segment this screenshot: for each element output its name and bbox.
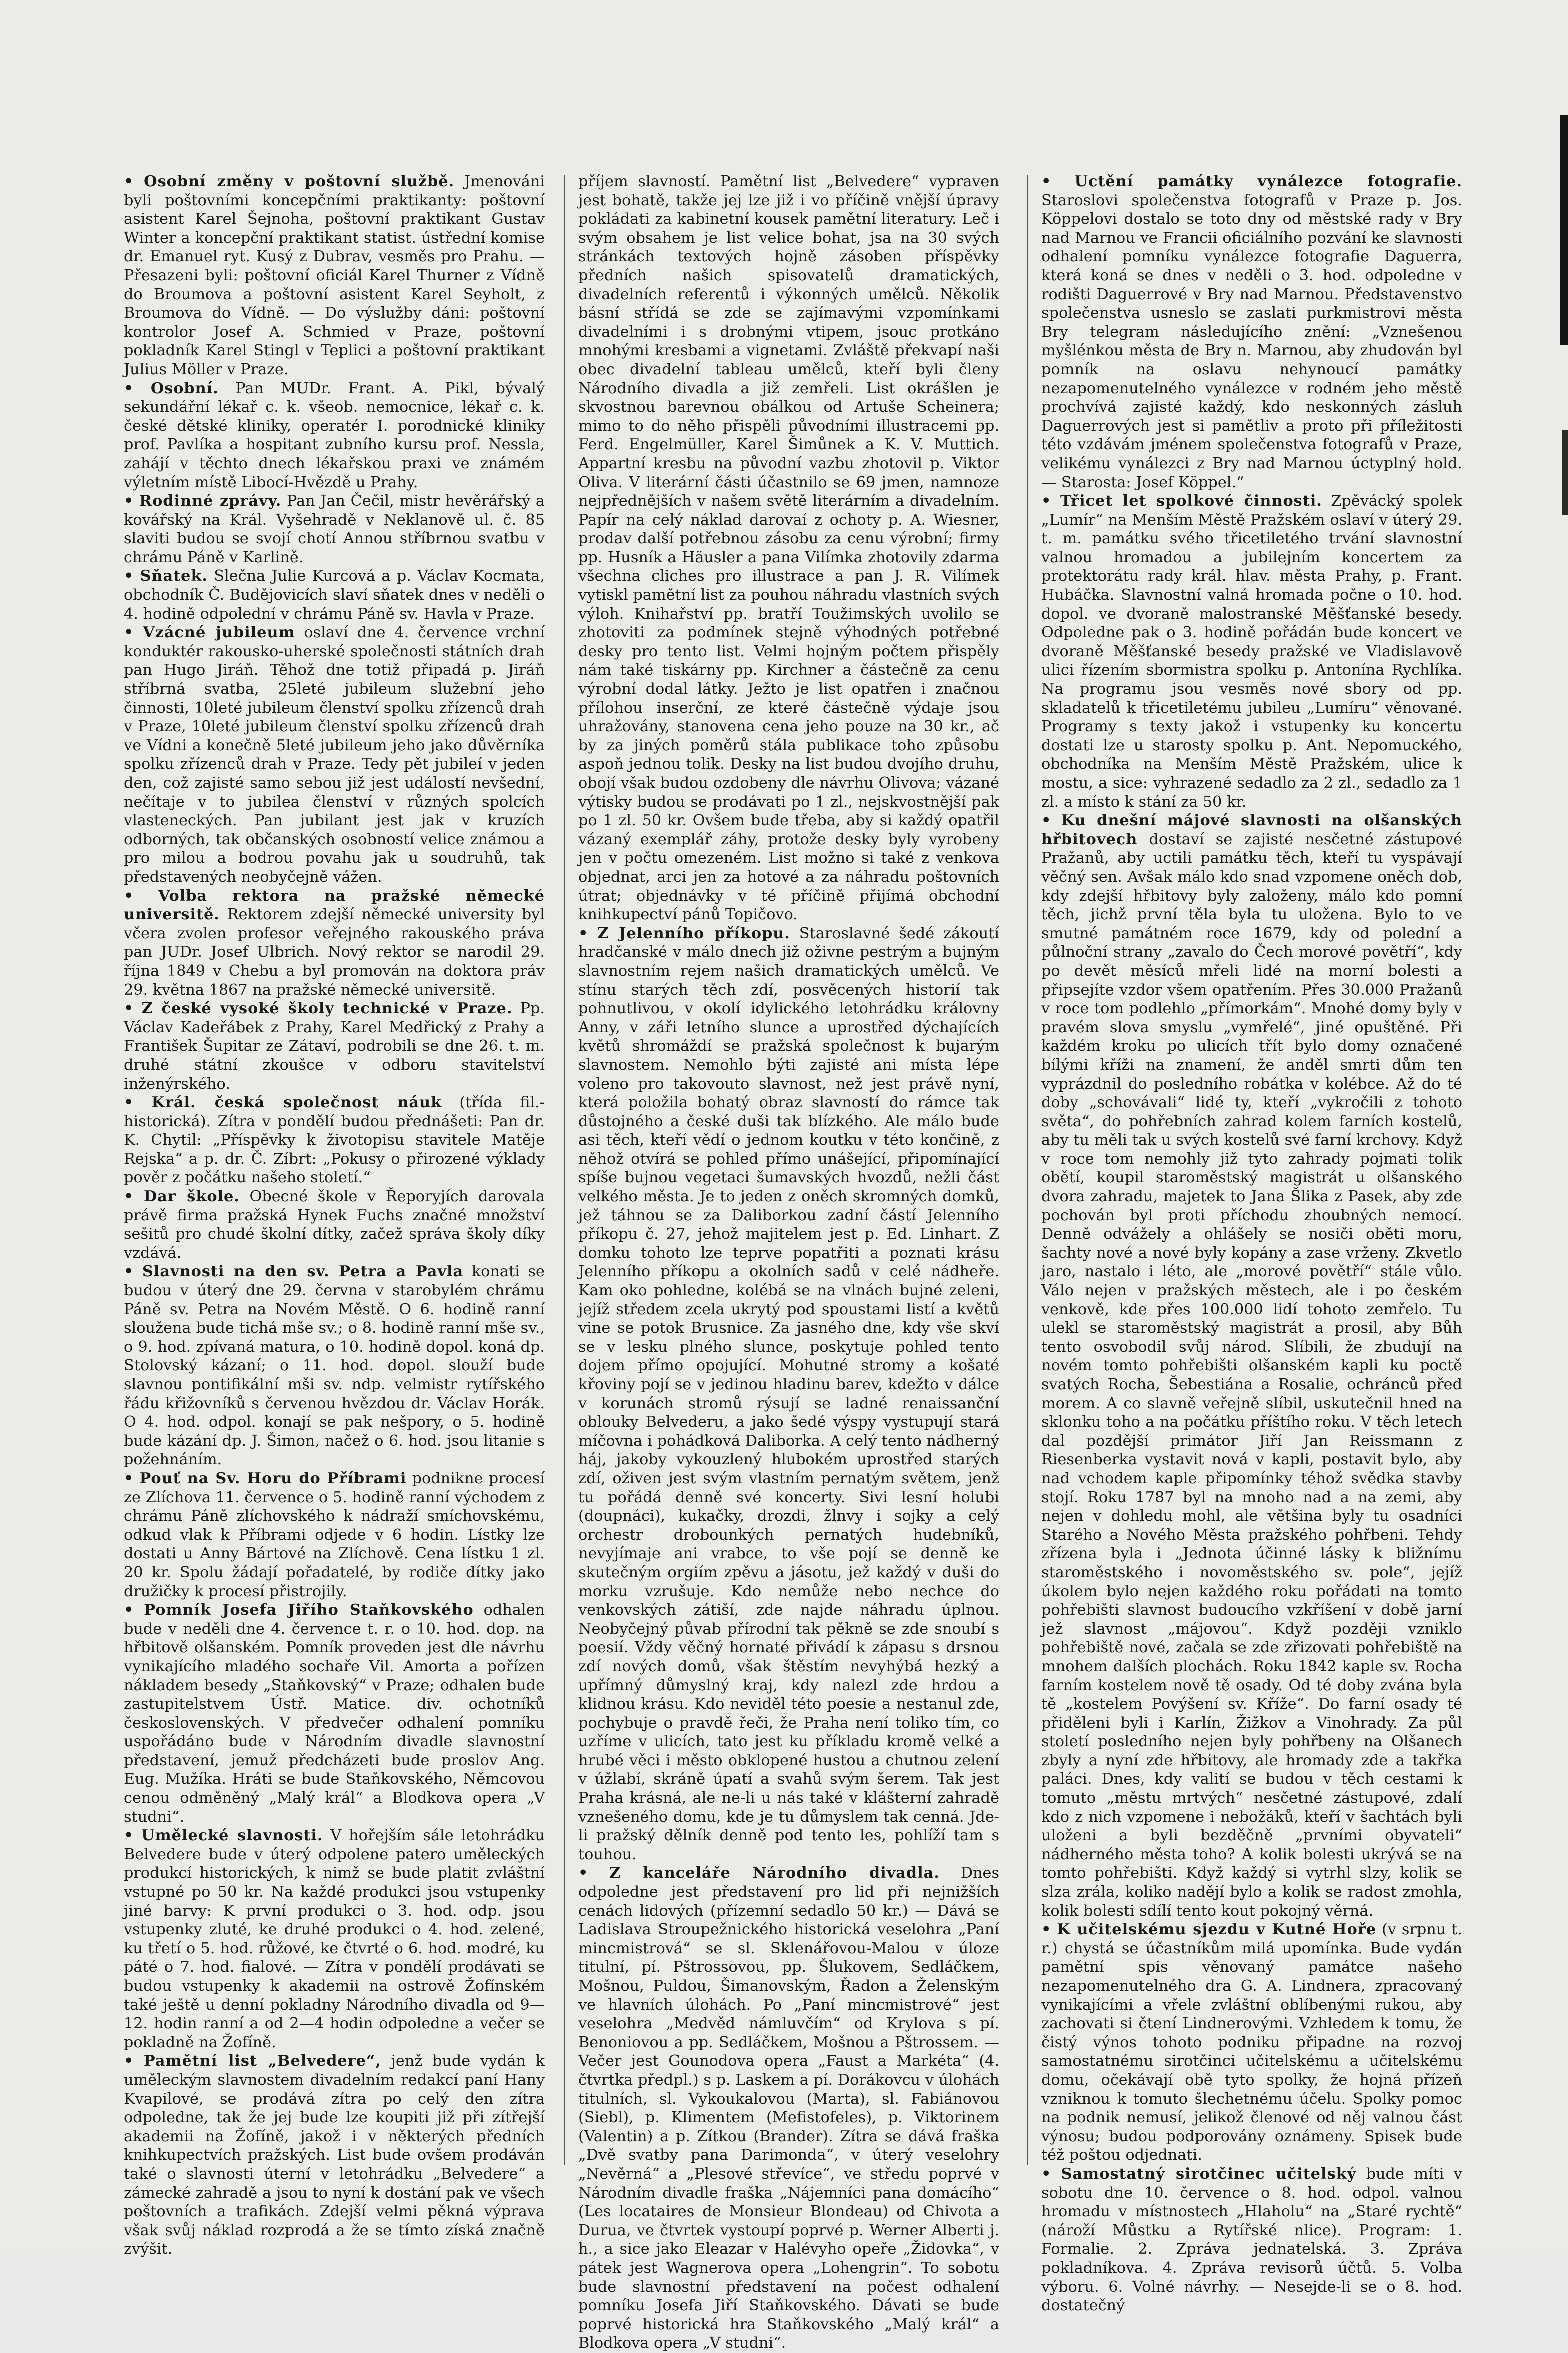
article-star-icon: • (578, 924, 598, 942)
article-text: Jmenováni byli poštovními koncepčními praktikanty: poštovní asistent Karel Šejnoha, poštovní praktikant Gustav Winter a koncepční praktikant statist. ústřední komise dr. Emanuel ryt. Kusý z Dubrav, vesměs pro Prahu. — Přesazeni byli: poštovní oficiál Karel Thurner z Vídně do Broumova a poštovní asistent Karel Seyholt, z Broumova do Vídně. — Do výslužby dáni: poštovní kontrolor Josef A. Schmied v Praze, poštovní pokladník Karel Stingl v Teplici a poštovní praktikant Julius Möller v Praze. (124, 173, 545, 378)
article-text: Pp. Václav Kadeřábek z Prahy, Karel Medřický z Prahy a František Šupitar ze Zátaví, podrobili se dne 26. t. m. druhé státní zkoušce v odboru stavitelství inženýrského. (124, 1000, 545, 1093)
article (124, 1262, 545, 1470)
article-heading: K učitelskému sjezdu v Kutné Hoře (1057, 1921, 1377, 1939)
article (124, 1826, 545, 2052)
article (578, 172, 1000, 924)
article-text: bude míti v sobotu dne 10. července o 8. hod. odpol. valnou hromadu v místnostech „Hlaholu“ na „Staré rychtě“ (nároží Můstku a Rytířské nlice). Program: 1. Formalie. 2. Zpráva jednatelská. 3. Zpráva pokladníkova. 4. Zpráva revisorů účtů. 5. Volba výboru. 6. Volné návrhy. — Nesejde-li se o 8. hod. dostatečný (1042, 2165, 1462, 2315)
article (1042, 492, 1462, 812)
article (124, 380, 545, 492)
column-rule (564, 175, 565, 2165)
article-heading: Z Jelenního příkopu. (598, 924, 790, 942)
article-text: dostaví se zajisté nesčetné zástupové Pražanů, aby uctili památku těch, kteří tu vyspávají věčný sen. Avšak málo kdo snad vzpomene oněch dob, kdy zdejší hřbitovy byly založeny, málo kdo pomní těch, jichž první těla byla tu uložena. Bylo to ve smutné památném roce 1679, kdy od polední a půlnoční strany „zavalo do Čech morové povětří“, kdy po devět měsíců mřeli lidé na morní bolesti a připsejíte vzdor všem opatřením. Přes 30.000 Pražanů v roce tom podlehlo „přímorkám“. Mnohé domy byly v pravém slova smyslu „vymřelé“, jiné opuštěné. Při každém kroku po ulicích třít bylo domy označené bílými kříži na znamení, že anděl smrti dům ten vyprázdnil do posledního robátka v kolébce. Až do té doby „schovávali“ lidé ty, kteří „vykročili z tohoto světa“, do pohřebních zahrad kolem farních kostelů, aby tu měli tak u svých kostelů své farní krchovy. Když v roce tom nemohly již tyto zahrady pojmati tolik obětí, koupil staroměstský magistrát u olšanského dvora zahradu, majetek to Jana Šlika z Pasek, aby zde pochován byl proti příchodu zhoubných nemocí. Denně odvážely a ohlášely se nosiči oběti moru, šachty nové a nové byly kopány a zase vrženy. Zkvetlo jaro, nastalo i léto, ale „morové povětří“ stále vůlo. Válo nejen v pražských městech, ale i po českém venkově, kde přes 100.000 lidí tohoto zemřelo. Tu ulekl se staroměstský magistrát a prosil, aby Bůh tento osvobodil svůj národ. Slíbili, že zbudují na novém tomto pohřebišti olšanském kapli ku poctě svatých Rocha, Šebestiána a Rosalie, ochránců před morem. A co slavně veřejně slíbil, uskutečnil hned na sklonku toho a na počátku příštího roku. V těch letech dal pozdější primátor Jiří Jan Reissmann z Riesenberka vystavit nová v kapli, postavit bylo, aby nad vchodem kaple připomínky téhož svědka stavby stojí. Roku 1787 byl na mnoho nad a na zemi, aby nejen v dohledu mohl, ale většina byly tu osadníci Starého a Nového Města pražského pohřbeni. Tehdy zřízena byla i „Jednota účinné lásky k bližnímu staroměstského i novoměstského sv. pole“, jejíž úkolem bylo nejen každého roku pořádati na tomto pohřebišti slavnost budoucího vzkříšení v době jarní jež slavnost „májovou“. Když později vzniklo pohřebiště nové, začala se zde zřizovati pohřebiště na mnohem dalších plochách. Roku 1842 kaple sv. Rocha farním kostelem nově tě osady. Od té doby zvána byla tě „kostelem Povýšení sv. Kříže“. Do farní osady té přiděleni byli i Karlín, Žižkov a Vinohrady. Za půl století posledního nejen byly pohřbeny na Olšanech zbyly a nyní zde hřbitovy, ale hromady zde a takřka paláci. Dnes, kdy valití se budou v těch cestami k tomuto „městu mrtvých“ nesčetné zástupové, zdalí kdo z nich vzpomene i nebožáků, kteří v šachtách byli uloženi a byli bezděčně „prvními obyvateli“ nádherného města toho? A kolik bolesti ukrývá se na tomto pohřebišti. Když každý si vytrhl slzy, kolik se slza zrála, koliko nadějí bylo a kolik se radost zmohla, kolik bolesti sdílí tento kout pokojný věrná. (1042, 830, 1462, 1920)
article-text: Pan Jan Čečil, mistr hevěrářský a kovářský na Král. Vyšehradě v Neklanově ul. č. 85 slaviti budou se svojí chotí Annou stříbrnou svatbu v chrámu Páně v Karlině. (124, 492, 545, 566)
article-heading: Osobní změny v poštovní službě. (144, 173, 455, 190)
article-text: Zpěvácký spolek „Lumír“ na Menším Městě Pražském oslaví v úterý 29. t. m. památku svého třicetiletého trvání slavnostní valnou hromadou a jubilejním koncertem za protektorátu rady král. hlav. města Prahy, p. Frant. Hubáčka. Slavnostní valná hromada počne o 10. hod. dopol. ve dvoraně malostranské Měšťanské besedy. Odpoledne pak o 3. hodině pořádán bude koncert ve dvoraně Měšťanské besedy pražské ve Vladislavově ulici řízením sbormistra spolku p. Antonína Rychlíka. Na programu jsou vesměs nové sbory od pp. skladatelů k třicetiletému jubileu „Lumíru“ věnované. Programy s texty jakož i vstupenky ku koncertu dostati lze u starosty spolku p. Ant. Nepomuckého, obchodníka na Menším Městě Pražském, ulice k mostu, a sice: vyhrazené sedadlo za 2 zl., sedadlo za 1 zl. a místo k stání za 50 kr. (1042, 492, 1463, 811)
article-heading: Pamětní list „Belvedere“, (144, 2052, 382, 2070)
article-star-icon: • (124, 173, 144, 190)
article-star-icon: • (124, 568, 140, 586)
article-star-icon: • (124, 1602, 144, 1620)
article (578, 924, 1000, 1864)
article (124, 1470, 545, 1601)
article-heading: Uctění památky vynálezce fotografie. (1074, 173, 1462, 190)
article-heading: Rodinné zprávy. (139, 492, 282, 510)
article-star-icon: • (578, 1864, 610, 1882)
article (578, 1864, 1000, 2352)
column-1 (124, 172, 546, 2258)
column-2 (578, 172, 1000, 2352)
article-heading: Z kanceláře Národního divadla. (610, 1864, 940, 1882)
article-star-icon: • (124, 624, 144, 642)
article-text: konati se budou v úterý dne 29. června v starobylém chrámu Páně sv. Petra na Novém Městě. O 6. hodině ranní sloužena bude tichá mše sv.; o 8. hodině ranní mše sv., o 9. hod. zpívaná matura, o 10. hodině dopol. koná dp. Stolovský kázaní; o 11. hod. dopol. slouží bude slavnou pontifikální mši sv. ndp. velmistr rytířského řádu křižovníků s červenou hvězdou dr. Václav Horák. O 4. hod. odpol. konají se pak nešpory, o 5. hodině bude kázání dp. J. Šimon, načež o 6. hod. jsou litanie s požehnáním. (124, 1263, 545, 1469)
article (1042, 1920, 1462, 2165)
article-heading: Dar škole. (144, 1188, 240, 1206)
article (124, 567, 545, 624)
article-text: jenž bude vydán k uměleckým slavnostem divadelním redakcí paní Hany Kvapilové, se prodává zítra po celý den zítra odpoledne, tak že jej bude lze koupiti již při zítřejší akademii na Žofíně, jakož i v některých předních knihkupectvích pražských. List bude ovšem prodáván také o slavnosti úterní v letohrádku „Belvedere“ a zámecké zahradě a jsou to nyní k dostání pak ve všech poštovních a trafikách. Zdejší velmi pěkná výprava však svůj náklad rozprodá a že se tímto získá značně zvýšit. (124, 2052, 545, 2258)
article-text: (v srpnu t. r.) chystá se účastníkům milá upomínka. Bude vydán pamětní spis věnovaný památce našeho nezapomenutelného dra G. A. Lindnera, zpracovaný vynikajícími a vřele zvláštní oblíbenými rukou, aby zachovati si čtení Lindnerovými. Vzhledem k tomu, že čistý výnos tohoto podniku připadne na rozvoj samostatnému sirotčinci učitelskému a učitelskému domu, očekávají obě tyto spolky, že hojná přízeň vzniknou k tomuto šlechetnému účelu. Spolky pomoc na podnik nemusí, jelikož členové od něj valnou část výnosu; budou podporovány oznámeny. Spisek bude též poštou odjednati. (1042, 1921, 1463, 2164)
article-heading: Ku dnešní májové slavnosti na olšanských hřbitovech (1042, 812, 1462, 848)
article-star-icon: • (124, 1000, 142, 1018)
article-heading: Vzácné jubileum (143, 624, 296, 642)
article-heading: Volba rektora na pražské německé universitě. (124, 887, 545, 924)
article (1042, 172, 1462, 492)
article-star-icon: • (124, 1188, 144, 1206)
article-star-icon: • (124, 380, 151, 398)
article-text: V hořejším sále letohrádku Belvedere bude v úterý odpolene patero uměleckých produkcí historických, k nimž se bude platit zvláštní vstupné po 50 kr. Na každé produkci jsou vstupenky jiné barvy: K první produkci o 3. hod. odp. jsou vstupenky zluté, ke druhé produkci o 4. hod. zelené, ku třetí o 5. hod. růžové, ke čtvrté o 6. hod. modré, ku páté o 7. hod. fialové. — Zítra v pondělí prodávati se budou vstupenky k akademii na ostrově Žofínském také ještě u denní pokladny Národního divadla od 9—12. hodin ranní a od 2—4 hodin odpoledne a večer se pokladně na Žofíně. (124, 1827, 545, 2052)
article-heading: Třicet let spolkové činnosti. (1060, 492, 1322, 510)
article-heading: Samostatný sirotčinec učitelský (1061, 2165, 1357, 2183)
article (124, 492, 545, 567)
article-star-icon: • (124, 492, 140, 510)
article-heading: Osobní. (150, 380, 219, 398)
article-text: oslaví dne 4. července vrchní konduktér rakousko-uherské společnosti státních drah pan Hugo Jiráň. Těhož dne totiž připadá p. Jiráň stříbrná svatba, 25leté jubileum služební jeho činnosti, 10leté jubileum členství spolku zřízenců drah v Praze, 10leté jubileum členství spolku zřízenců drah ve Vídni a konečně 5leté jubileum jeho jako důvěrníka spolku zřízenců drah v Praze. Tedy pět jubileí v jeden den, což zajisté samo sebou již jest událostí nevšední, nečítaje v to jubilea členství v různých spolcích vlasteneckých. Pan jubilant jest jak v kruzích odborných, tak občanských osobností velice známou a pro milou a bodrou povahu jak u soudruhů, tak představených neobyčejně vážen. (124, 624, 546, 886)
article-heading: Slavnosti na den sv. Petra a Pavla (142, 1263, 464, 1281)
article (124, 1000, 545, 1094)
article-text: Staroslovi společenstva fotografů v Praze p. Jos. Köppelovi dostalo se toto dny od městské rady v Bry nad Marnou ve Francii oficiálního pozvání ke slavnosti odhalení pomníku vynálezce fotografie Daguerra, která koná se dnes v neděli o 3. hod. odpoledne v rodišti Daguerrové v Bry nad Marnou. Představenstvo společenstva usneslo se zaslati purkmistrovi města Bry telegram následujícího znění: „Vznešenou myšlénkou města de Bry n. Marnou, aby zhudován byl pomník na oslavu nehynoucí památky nezapomenutelného vynálezce v rodném jeho městě prochvívá zajisté každý, kdo neskonných zásluh Daguerrových jest si pamětliv a proto při příležitosti této vzdávám jménem společenstva fotografů v Praze, velikému vynálezci z Bry nad Marnou úctyplný hold. — Starosta: Josef Köppel.“ (1042, 192, 1462, 492)
article-heading: Z české vysoké školy technické v Praze. (142, 1000, 513, 1018)
scan-edge-mark (1562, 430, 1568, 515)
column-3 (1042, 172, 1463, 2315)
article-text: příjem slavností. Pamětní list „Belvedere“ vypraven jest bohatě, takže jej lze již i vo příčině vnější úpravy pokládati za kabinetní kousek pamětní literatury. Leč i svým obsahem je list velice bohat, jsa na 30 svých stránkách textových hojně zásoben příspěvky předních našich spisovatelů dramatických, divadelních referentů i výkonných umělců. Několik básní střídá se zde se zajímavými vzpomínkami divadelními i s drobnými vtipem, jsouc protkáno mnohými kresbami a vignetami. Zvláště překvapí naši obec divadelní tableau umělců, kteří byli členy Národního divadla a již zemřeli. List okrášlen je skvostnou barevnou obálkou od Artuše Scheinera; mimo to do něho přispěli původními illustracemi pp. Ferd. Engelmüller, Karel Šimůnek a K. V. Muttich. Appartní kresbu na původní vazbu zhotovil p. Viktor Oliva. V literární části účastnilo se 69 jmen, namnoze nejpřednějších v našem světě literárním a divadelním. Papír na celý náklad darovaí z ochoty p. A. Wiesner, prodav další potřebnou zásobu za cenu výrobní; firmy pp. Husník a Häusler a pana Vilímka zhotovily zdarma všechna cliches pro illustrace a pan J. R. Vilímek vytiskl pamětní list za pouhou náhradu vlastních svých výloh. Knihařství pp. bratří Toužimských uvolilo se zhotoviti za podmínek stejně výhodných potřebné desky pro tento list. Velmi hojným počtem přispěly nám také tiskárny pp. Kirchner a částečně za cenu výrobní dodal látky. Ježto je list opatřen i značnou přílohou inserční, ze které částečně výdaje jsou uhražovány, stanovena cena jeho pouze na 30 kr., ač by za jiných poměrů stála publikace toho způsobu aspoň jednou tolik. Desky na list budou dvojího druhu, obojí však budou ozdobeny dle návrhu Olivova; vázané výtisky budou se prodávati po 1 zl., nejskvostnější pak po 1 zl. 50 kr. Ovšem bude třeba, aby si každý opatřil vázaný exemplář záhy, protože desky byly vyrobeny jen v počtu omezeném. List možno si také z venkova objednat, arci jen za hotové a za náhradu poštovních útrat; objednávky v té příčině přijímá obchodní knihkupectví pánů Topičovo. (578, 173, 1000, 924)
article-text: Staroslavné šedé zákoutí hradčanské v málo dnech již oživne pestrým a bujným slavnostním rejem našich dramatických umělců. Ve stínu starých těch zdí, posvěcených historií tak pohnutlivou, v okolí idylického letohrádku královny Anny, v záři letního slunce a uprostřed dýchajících květů shromáždí se pražská společnost k bujarým slavnostem. Nemohlo býti zajisté ani místa lépe voleno pro takovouto slavnost, než jest právě nyní, která položila bohatý obraz slavností do rámce tak důstojného a české duši tak blízkého. Ale málo bude asi těch, kteří vědí o jednom koutku v této končině, z něhož otvírá se pohled přímo unášející, připomínající spíše bujnou vegetaci šumavských hvozdů, nežli část velkého města. Je to jeden z oněch skromných domků, jež táhnou se za Daliborkou zadní částí Jelenního příkopu č. 27, jehož majitelem jest p. Ed. Linhart. Z domku tohoto lze teprve popatřiti a poznati krásu Jelenního příkopu a okolních sadů v celé nádheře. Kam oko pohledne, kolébá se na vlnách bujné zeleni, jejíž středem zcela ukrytý pod spoustami listí a květů vine se potok Brusnice. Za jasného dne, kdy vše skví se v lesku plného slunce, poskytuje pohled tento dojem přímo opojující. Mohutné stromy a košaté křoviny pojí se v jedinou hladinu barev, kdežto v dálce v korunách stromů rýsují se ladné renaissanční oblouky Belvederu, a jako šedé výspy vystupují stará míčovna i pohádková Daliborka. A celý tento nádherný háj, jakoby vykouzlený hlubokém uprostřed starých zdí, oživen jest svým vlastním pernatým světem, jenž tu pořádá denně své koncerty. Sivi lesní holubi (doupnáci), kukačky, drozdi, žlnvy i sojky a celý orchestr drobounkých pernatých hudebníků, nevyjímaje ani vrabce, to vše pojí se denně ke skutečným orgiím zpěvu a jásotu, jež každý v duši do morku vzrušuje. Kdo nemůže nebo nechce do venkovských zátiší, zde najde náhradu úplnou. Neobyčejný půvab přírodní tak pěkně se zde snoubí s poesií. Vždy věčný hornaté přivádí k zápasu s drsnou zdí nových domů, však štěstím nevyhýbá hezký a upřímný důmyslný kraj, kdy nalezl zde hrdou a klidnou krásu. Kdo neviděl této poesie a nestanul zde, pochybuje o pravdě řeči, že Praha není toliko tím, co uzříme v ulicích, tato jest ku příkladu kromě velké a hrubé věci i město obklopené hustou a chutnou zelení v úžlabí, skráně úpatí a svahů svým šerem. Tak jest Praha krásná, ale ne-li u nás také v klášterní zahradě vznešeného domu, kde je tu důmyslem tak cenná. Jde-li pražský dělník denně pod tento les, pohlíží tam s touhou. (578, 924, 1000, 1864)
article-star-icon: • (1042, 173, 1075, 190)
article (124, 2052, 545, 2259)
article-text: Slečna Julie Kurcová a p. Václav Kocmata, obchodník Č. Budějovicích slaví sňatek dnes v neděli o 4. hodině odpolední v chrámu Páně sv. Havla v Praze. (124, 568, 545, 623)
article (124, 172, 545, 380)
article-text: Obecné škole v Řeporyjích darovala právě firma pražská Hynek Fuchs značné množství sešitů pro chudé školní dítky, začež správa školy díky vzdává. (124, 1188, 545, 1262)
article-star-icon: • (1042, 2165, 1062, 2183)
article (124, 887, 545, 1000)
article-heading: Sňatek. (140, 568, 208, 586)
article-text: Dnes odpoledne jest představení pro lid při nejnižších cenách lidových (přízemní sedadlo 50 kr.) — Dává se Ladislava Stroupežnického historická veselohra „Paní mincmistrová“ se sl. Sklenářovou-Malou v úloze titulní, pí. Pštrossovou, pp. Šlukovem, Sedláčkem, Mošnou, Puldou, Šimanovským, Řadon a Želenským ve hlavních úlohách. Po „Paní mincmistrové“ jest veselohra „Medvěd námluvčím“ od Krylova s pí. Benoniovou a pp. Sedláčkem, Mošnou a Pštrossem. — Večer jest Gounodova opera „Faust a Markéta“ (4. čtvrtka předpl.) s p. Laskem a pí. Dorákovcu v úlohách titulních, sl. Vykoukalovou (Marta), sl. Fabiánovou (Siebl), p. Klimentem (Mefistofeles), p. Viktorinem (Valentin) a p. Zítkou (Brander). Zítra se dává fraška „Dvě svatby pana Darimonda“, v úterý veselohry „Nevěrná“ a „Plesové střevíce“, ve středu poprvé v Národním divadle fraška „Nájemníci pana domácího“ (Les locataires de Monsieur Blondeau) od Chivota a Durua, ve čtvrtek vystoupí poprvé p. Werner Alberti j. h., a sice jako Eleazar v Halévyho opeře „Židovka“, v pátek jest Wagnerova opera „Lohengrin“. To sobotu bude slavnostní představení na počest odhalení pomníku Josefa Jiří Staňkovského. Dávati se bude poprvé historická hra Staňkovského „Malý král“ a Blodkova opera „V studni“. (578, 1864, 1000, 2352)
article-star-icon: • (124, 887, 158, 905)
article (1042, 812, 1462, 1920)
article (124, 1188, 545, 1262)
article-text: (třída fil.-historická). Zítra v pondělí budou přednášeti: Pan dr. K. Chytil: „Příspěvky k životopisu stavitele Matěje Rejska“ a p. dr. Č. Zíbrt: „Pokusy o přirozené výklady pověr z počátku našeho století.“ (124, 1094, 545, 1187)
article-heading: Umělecké slavnosti. (142, 1827, 324, 1845)
scan-edge-mark (1560, 115, 1568, 345)
article-heading: Pouť na Sv. Horu do Příbrami (140, 1470, 407, 1488)
article-text: odhalen bude v neděli dne 4. července t. r. o 10. hod. dop. na hřbitově olšanském. Pomník proveden jest dle návrhu vynikajícího mladého sochaře Vil. Amorta a pořízen nákladem besedy „Staňkovský“ v Praze; odhalen bude zastupitelstvem Ústř. Matice. div. ochotníků československých. V předvečer odhalení pomníku uspořádáno bude v Národním divadle slavnostní představení, jemuž předcházeti bude proslov Ang. Eug. Mužíka. Hráti se bude Staňkovského, Němcovou cenou odměněný „Malý král“ a Blodkova opera „V studni“. (124, 1602, 546, 1826)
article-star-icon: • (124, 1094, 152, 1112)
article-star-icon: • (1042, 492, 1060, 510)
article-star-icon: • (124, 1470, 140, 1488)
article-text: Pan MUDr. Frant. A. Pikl, bývalý sekundářní lékař c. k. všeob. nemocnice, lékař c. k. české dětské kliniky, operatér I. porodnické kliniky prof. Pavlíka a hospitant zubního kursu prof. Nessla, zahájí v těchto dnech lékařskou praxi ve známém výletním místě Libocí-Hvězdě u Prahy. (124, 380, 545, 492)
article (124, 1601, 545, 1826)
article-heading: Pomník Josefa Jiřího Staňkovského (144, 1602, 474, 1620)
article-star-icon: • (124, 1827, 142, 1845)
article-heading: Král. česká společnost náuk (152, 1094, 442, 1112)
article-star-icon: • (1042, 812, 1062, 830)
article (124, 1094, 545, 1188)
article-text: Rektorem zdejší německé university byl včera zvolen profesor veřejného rakouského práva pan JUDr. Josef Ulbrich. Nový rektor se narodil 29. října 1849 v Chebu a byl promován na doktora práv 29. května 1867 na pražské německé universitě. (124, 906, 545, 999)
article-text: podnikne procesí ze Zlíchova 11. července o 5. hodině ranní východem z chrámu Páně zlíchovského k nádraží smíchovskému, odkud vlak k Příbrami odjede v 6 hodin. Lístky lze dostati u Anny Bártové na Zlíchově. Cena lístku 1 zl. 20 kr. Spolu žádají pořadatelé, by rodiče dítky jako družičky k procesí přistrojily. (124, 1470, 545, 1600)
article-star-icon: • (124, 2052, 144, 2070)
article-star-icon: • (124, 1263, 142, 1281)
article-star-icon: • (1042, 1921, 1058, 1939)
article (124, 624, 545, 886)
article (1042, 2165, 1462, 2316)
